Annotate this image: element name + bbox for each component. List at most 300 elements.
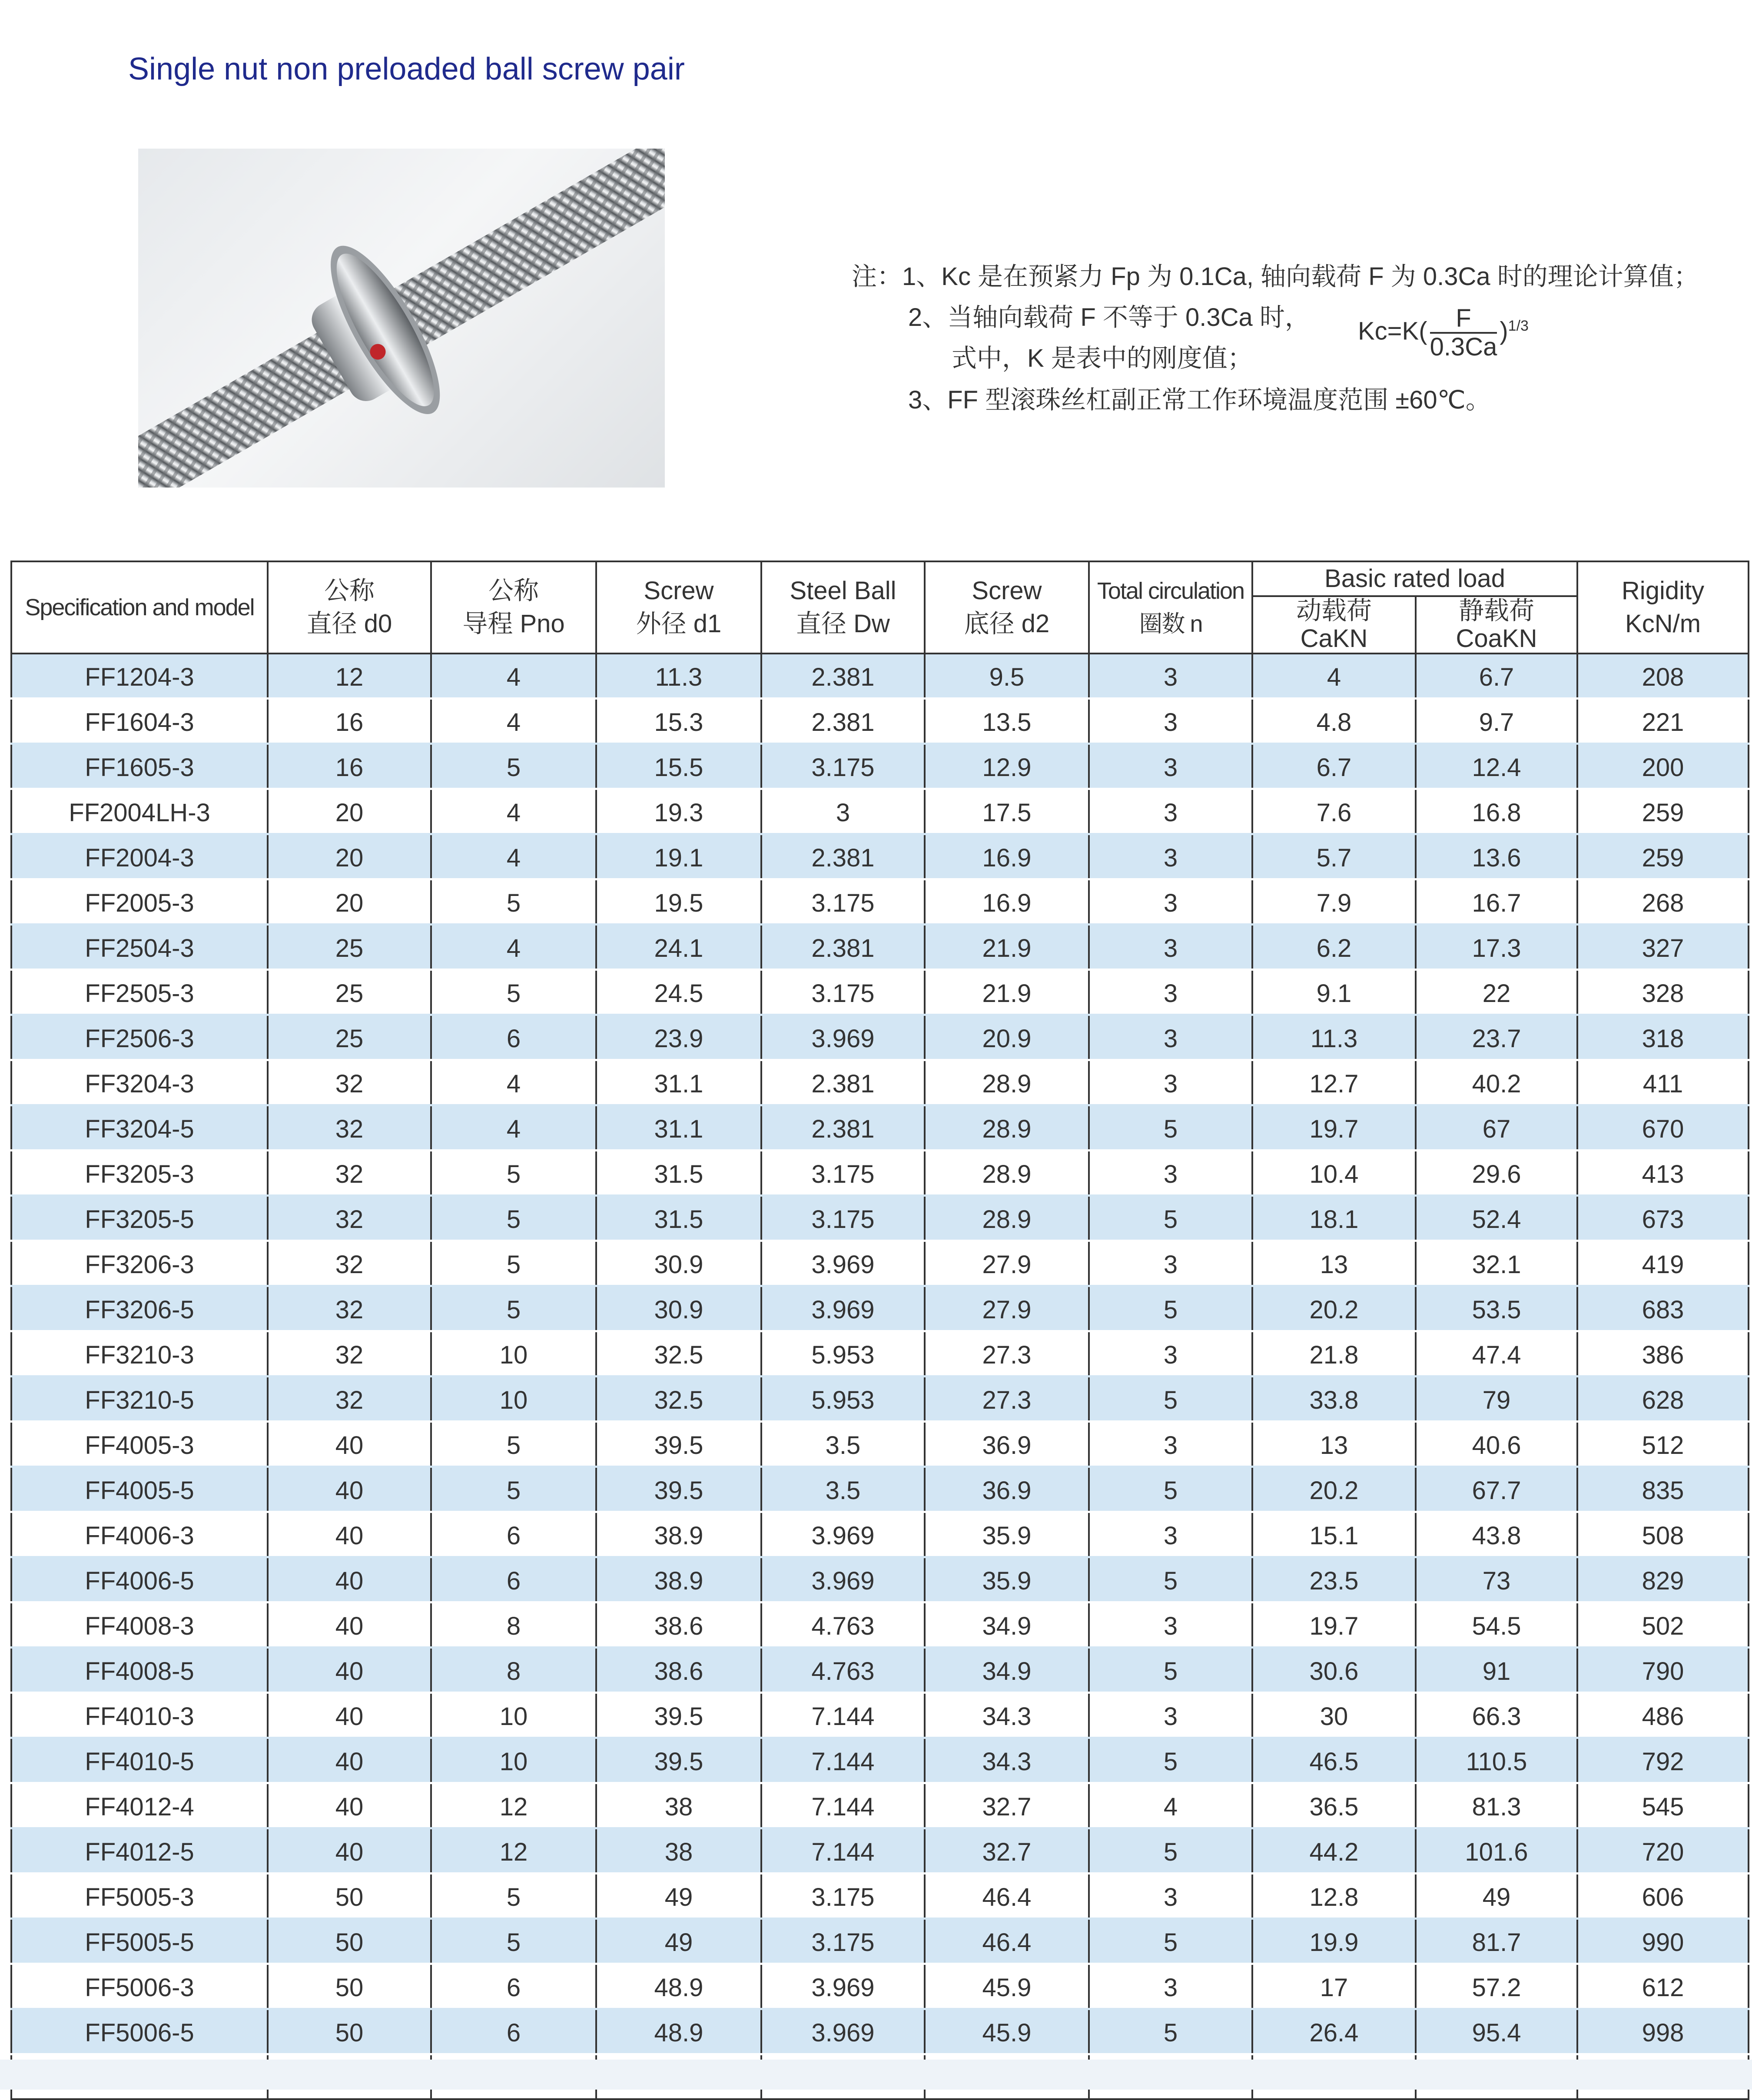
cell-n: 3 xyxy=(1089,744,1252,789)
cell-pno: 5 xyxy=(431,879,596,925)
cell-d1: 39.5 xyxy=(596,1422,761,1467)
cell-n: 5 xyxy=(1089,1557,1252,1602)
cell-d2: 27.9 xyxy=(925,1241,1089,1286)
header-rigidity: Rigidity KcN/m xyxy=(1577,561,1749,654)
cell-d0: 25 xyxy=(268,970,431,1015)
cell-rigidity: 612 xyxy=(1577,1964,1749,2009)
cell-coa: 22 xyxy=(1416,970,1577,1015)
cell-dw: 2.381 xyxy=(761,1105,925,1151)
cell-d0: 25 xyxy=(268,925,431,970)
cell-model: FF4012-5 xyxy=(11,1828,268,1874)
cell-dw: 4.763 xyxy=(761,1602,925,1648)
cell-rigidity: 419 xyxy=(1577,1241,1749,1286)
cell-model: FF2505-3 xyxy=(11,970,268,1015)
cell-rigidity: 200 xyxy=(1577,744,1749,789)
cell-d2: 28.9 xyxy=(925,1151,1089,1196)
cell-coa: 91 xyxy=(1416,1648,1577,1693)
cell-n: 5 xyxy=(1089,2009,1252,2054)
table-row xyxy=(11,789,1749,834)
cell-pno: 5 xyxy=(431,1196,596,1241)
cell-dw: 3.175 xyxy=(761,879,925,925)
cell-coa: 95.4 xyxy=(1416,2009,1577,2054)
cell-d0: 32 xyxy=(268,1105,431,1151)
cell-pno: 4 xyxy=(431,699,596,744)
cell-pno: 6 xyxy=(431,1557,596,1602)
cell-ca: 18.1 xyxy=(1252,1196,1416,1241)
header-d0: 公称 直径 d0 xyxy=(268,561,431,654)
cell-d1: 49 xyxy=(596,1919,761,1964)
cell-d0: 32 xyxy=(268,1331,431,1377)
cell-pno: 5 xyxy=(431,1286,596,1331)
cell-d2: 17.5 xyxy=(925,789,1089,834)
cell-n: 3 xyxy=(1089,1422,1252,1467)
cell-n: 5 xyxy=(1089,1377,1252,1422)
note-3: 3、FF 型滚珠丝杠副正常工作环境温度范围 ±60℃。 xyxy=(908,386,1491,414)
cell-model: FF3205-3 xyxy=(11,1151,268,1196)
cell-coa: 12.4 xyxy=(1416,744,1577,789)
cell-d2: 28.9 xyxy=(925,1060,1089,1105)
cell-pno: 5 xyxy=(431,1919,596,1964)
cell-model: FF5005-5 xyxy=(11,1919,268,1964)
cell-model: FF3204-5 xyxy=(11,1105,268,1151)
cell-n: 3 xyxy=(1089,1060,1252,1105)
cell-coa: 49 xyxy=(1416,1874,1577,1919)
cell-model: FF3210-5 xyxy=(11,1377,268,1422)
cell-dw: 3.969 xyxy=(761,1015,925,1060)
cell-rigidity: 792 xyxy=(1577,1738,1749,1783)
cell-d2: 27.9 xyxy=(925,1286,1089,1331)
table-row xyxy=(11,1196,1749,1241)
cell-ca: 11.3 xyxy=(1252,1015,1416,1060)
cell-d1: 30.9 xyxy=(596,1241,761,1286)
cell-d1: 15.3 xyxy=(596,699,761,744)
cell-coa: 43.8 xyxy=(1416,1512,1577,1557)
cell-d2: 28.9 xyxy=(925,1105,1089,1151)
cell-d1: 31.5 xyxy=(596,1151,761,1196)
cell-model: FF2004-3 xyxy=(11,834,268,879)
cell-ca: 20.2 xyxy=(1252,1286,1416,1331)
cell-ca: 19.7 xyxy=(1252,1105,1416,1151)
cell-d0: 40 xyxy=(268,1693,431,1738)
cell-model: FF2005-3 xyxy=(11,879,268,925)
table-row xyxy=(11,1693,1749,1738)
cell-d1: 38.6 xyxy=(596,1648,761,1693)
note-1: 注：1、Kc 是在预紧力 Fp 为 0.1Ca, 轴向载荷 F 为 0.3Ca 时的理论计算值； xyxy=(852,262,1699,291)
cell-n: 5 xyxy=(1089,1648,1252,1693)
cell-d1: 49 xyxy=(596,1874,761,1919)
cell-d0: 25 xyxy=(268,1015,431,1060)
cell-rigidity: 670 xyxy=(1577,1105,1749,1151)
cell-d1: 30.9 xyxy=(596,1286,761,1331)
cell-d0: 20 xyxy=(268,879,431,925)
cell-pno: 12 xyxy=(431,1828,596,1874)
cell-coa: 81.3 xyxy=(1416,1783,1577,1828)
cell-pno: 10 xyxy=(431,1331,596,1377)
formula-exponent: 1/3 xyxy=(1508,318,1529,334)
table-row xyxy=(11,1557,1749,1602)
table-row xyxy=(11,1060,1749,1105)
cell-model: FF5005-3 xyxy=(11,1874,268,1919)
cell-ca: 7.6 xyxy=(1252,789,1416,834)
cell-pno: 10 xyxy=(431,1738,596,1783)
table-row xyxy=(11,2009,1749,2054)
cell-dw: 7.144 xyxy=(761,1783,925,1828)
cell-rigidity: 720 xyxy=(1577,1828,1749,1874)
cell-dw: 3 xyxy=(761,789,925,834)
cell-rigidity: 318 xyxy=(1577,1015,1749,1060)
cell-d1: 39.5 xyxy=(596,1738,761,1783)
cell-d1: 39.5 xyxy=(596,1467,761,1512)
footer-band xyxy=(0,2060,1752,2090)
table-row xyxy=(11,654,1749,699)
cell-rigidity: 208 xyxy=(1577,654,1749,699)
cell-coa: 40.6 xyxy=(1416,1422,1577,1467)
cell-rigidity: 328 xyxy=(1577,970,1749,1015)
cell-coa: 110.5 xyxy=(1416,1738,1577,1783)
cell-d2: 46.4 xyxy=(925,1874,1089,1919)
cell-d2: 21.9 xyxy=(925,970,1089,1015)
page-title: Single nut non preloaded ball screw pair xyxy=(128,52,685,86)
cell-pno: 5 xyxy=(431,970,596,1015)
header-circulation: Total circulation 圈数 n xyxy=(1089,561,1252,654)
header-coa: 静载荷 CoaKN xyxy=(1416,596,1577,654)
cell-n: 3 xyxy=(1089,1964,1252,2009)
cell-model: FF3205-5 xyxy=(11,1196,268,1241)
cell-d1: 32.5 xyxy=(596,1377,761,1422)
cell-d1: 48.9 xyxy=(596,2009,761,2054)
cell-d2: 13.5 xyxy=(925,699,1089,744)
cell-dw: 3.969 xyxy=(761,1241,925,1286)
cell-d0: 50 xyxy=(268,1964,431,2009)
cell-d0: 16 xyxy=(268,744,431,789)
cell-d1: 24.1 xyxy=(596,925,761,970)
cell-coa: 73 xyxy=(1416,1557,1577,1602)
cell-d0: 40 xyxy=(268,1738,431,1783)
cell-pno: 4 xyxy=(431,925,596,970)
cell-d2: 45.9 xyxy=(925,1964,1089,2009)
cell-n: 3 xyxy=(1089,699,1252,744)
cell-coa: 9.7 xyxy=(1416,699,1577,744)
cell-dw: 7.144 xyxy=(761,1738,925,1783)
cell-pno: 8 xyxy=(431,1648,596,1693)
cell-d2: 16.9 xyxy=(925,834,1089,879)
cell-n: 3 xyxy=(1089,925,1252,970)
cell-coa: 16.8 xyxy=(1416,789,1577,834)
cell-coa: 6.7 xyxy=(1416,654,1577,699)
cell-ca: 5.7 xyxy=(1252,834,1416,879)
cell-d0: 40 xyxy=(268,1602,431,1648)
cell-dw: 3.5 xyxy=(761,1467,925,1512)
cell-ca: 33.8 xyxy=(1252,1377,1416,1422)
header-spec: Specification and model xyxy=(11,561,268,654)
table-row xyxy=(11,1874,1749,1919)
cell-dw: 3.969 xyxy=(761,1557,925,1602)
cell-d2: 34.3 xyxy=(925,1693,1089,1738)
cell-dw: 3.969 xyxy=(761,1286,925,1331)
table-row xyxy=(11,1648,1749,1693)
cell-n: 3 xyxy=(1089,879,1252,925)
cell-dw: 3.175 xyxy=(761,1874,925,1919)
cell-n: 3 xyxy=(1089,1151,1252,1196)
cell-model: FF1204-3 xyxy=(11,654,268,699)
cell-d2: 28.9 xyxy=(925,1196,1089,1241)
cell-d0: 20 xyxy=(268,789,431,834)
cell-coa: 40.2 xyxy=(1416,1060,1577,1105)
cell-d0: 12 xyxy=(268,654,431,699)
cell-d2: 34.9 xyxy=(925,1602,1089,1648)
header-pno: 公称 导程 Pno xyxy=(431,561,596,654)
cell-d2: 36.9 xyxy=(925,1467,1089,1512)
cell-coa: 66.3 xyxy=(1416,1693,1577,1738)
cell-d1: 19.1 xyxy=(596,834,761,879)
cell-d0: 32 xyxy=(268,1377,431,1422)
cell-rigidity: 259 xyxy=(1577,834,1749,879)
cell-model: FF1605-3 xyxy=(11,744,268,789)
cell-d2: 12.9 xyxy=(925,744,1089,789)
cell-dw: 2.381 xyxy=(761,699,925,744)
cell-coa: 47.4 xyxy=(1416,1331,1577,1377)
cell-ca: 10.4 xyxy=(1252,1151,1416,1196)
table-row xyxy=(11,1331,1749,1377)
header-dw: Steel Ball 直径 Dw xyxy=(761,561,925,654)
table-row xyxy=(11,1738,1749,1783)
cell-ca: 13 xyxy=(1252,1241,1416,1286)
cell-model: FF2506-3 xyxy=(11,1015,268,1060)
cell-d1: 31.1 xyxy=(596,1060,761,1105)
table-row xyxy=(11,1828,1749,1874)
cell-rigidity: 508 xyxy=(1577,1512,1749,1557)
cell-n: 3 xyxy=(1089,1693,1252,1738)
table-row xyxy=(11,879,1749,925)
cell-d0: 50 xyxy=(268,1919,431,1964)
cell-coa: 13.6 xyxy=(1416,834,1577,879)
cell-rigidity: 413 xyxy=(1577,1151,1749,1196)
cell-ca: 46.5 xyxy=(1252,1738,1416,1783)
spec-table-body xyxy=(11,654,1749,2099)
cell-dw: 5.953 xyxy=(761,1331,925,1377)
cell-d2: 20.9 xyxy=(925,1015,1089,1060)
table-row xyxy=(11,1919,1749,1964)
cell-model: FF4005-5 xyxy=(11,1467,268,1512)
cell-d1: 38.6 xyxy=(596,1602,761,1648)
cell-coa: 29.6 xyxy=(1416,1151,1577,1196)
cell-coa: 17.3 xyxy=(1416,925,1577,970)
cell-d1: 19.5 xyxy=(596,879,761,925)
cell-rigidity: 512 xyxy=(1577,1422,1749,1467)
ball-screw-illustration xyxy=(138,149,665,488)
cell-coa: 79 xyxy=(1416,1377,1577,1422)
cell-pno: 4 xyxy=(431,1060,596,1105)
cell-coa: 52.4 xyxy=(1416,1196,1577,1241)
cell-d0: 40 xyxy=(268,1557,431,1602)
cell-coa: 53.5 xyxy=(1416,1286,1577,1331)
cell-rigidity: 683 xyxy=(1577,1286,1749,1331)
cell-d1: 38.9 xyxy=(596,1557,761,1602)
cell-pno: 10 xyxy=(431,1693,596,1738)
cell-d0: 50 xyxy=(268,2009,431,2054)
cell-d0: 50 xyxy=(268,1874,431,1919)
cell-dw: 7.144 xyxy=(761,1828,925,1874)
cell-pno: 12 xyxy=(431,1783,596,1828)
table-row xyxy=(11,1241,1749,1286)
cell-ca: 23.5 xyxy=(1252,1557,1416,1602)
cell-d1: 32.5 xyxy=(596,1331,761,1377)
cell-n: 3 xyxy=(1089,970,1252,1015)
cell-d0: 20 xyxy=(268,834,431,879)
cell-ca: 21.8 xyxy=(1252,1331,1416,1377)
cell-model: FF4005-3 xyxy=(11,1422,268,1467)
ball-screw-photo xyxy=(138,149,665,488)
cell-n: 5 xyxy=(1089,1738,1252,1783)
table-row xyxy=(11,1602,1749,1648)
cell-d0: 32 xyxy=(268,1060,431,1105)
cell-coa: 57.2 xyxy=(1416,1964,1577,2009)
cell-pno: 5 xyxy=(431,1422,596,1467)
cell-model: FF3210-3 xyxy=(11,1331,268,1377)
cell-rigidity: 411 xyxy=(1577,1060,1749,1105)
cell-ca: 4.8 xyxy=(1252,699,1416,744)
cell-n: 3 xyxy=(1089,1602,1252,1648)
cell-d1: 11.3 xyxy=(596,654,761,699)
formula-lhs: Kc=K( xyxy=(1358,317,1427,345)
cell-d0: 40 xyxy=(268,1512,431,1557)
header-ca: 动载荷 CaKN xyxy=(1252,596,1416,654)
cell-n: 5 xyxy=(1089,1467,1252,1512)
cell-dw: 3.175 xyxy=(761,1196,925,1241)
cell-rigidity: 502 xyxy=(1577,1602,1749,1648)
cell-d0: 32 xyxy=(268,1151,431,1196)
table-row xyxy=(11,834,1749,879)
cell-model: FF5006-3 xyxy=(11,1964,268,2009)
table-row xyxy=(11,1015,1749,1060)
formula-numerator: F xyxy=(1430,305,1497,334)
note-2-continued: 式中，K 是表中的刚度值； xyxy=(952,344,1253,372)
cell-ca: 9.1 xyxy=(1252,970,1416,1015)
cell-n: 3 xyxy=(1089,789,1252,834)
cell-coa: 32.1 xyxy=(1416,1241,1577,1286)
cell-coa: 54.5 xyxy=(1416,1602,1577,1648)
cell-d0: 32 xyxy=(268,1196,431,1241)
cell-n: 3 xyxy=(1089,1512,1252,1557)
cell-d0: 40 xyxy=(268,1422,431,1467)
cell-model: FF3206-5 xyxy=(11,1286,268,1331)
cell-pno: 5 xyxy=(431,1874,596,1919)
cell-ca: 7.9 xyxy=(1252,879,1416,925)
cell-d1: 19.3 xyxy=(596,789,761,834)
note-2: 2、当轴向载荷 F 不等于 0.3Ca 时， xyxy=(908,303,1310,332)
cell-rigidity: 268 xyxy=(1577,879,1749,925)
cell-coa: 16.7 xyxy=(1416,879,1577,925)
cell-dw: 3.969 xyxy=(761,1964,925,2009)
cell-n: 3 xyxy=(1089,1241,1252,1286)
cell-pno: 6 xyxy=(431,1512,596,1557)
table-row xyxy=(11,1377,1749,1422)
header-d2: Screw 底径 d2 xyxy=(925,561,1089,654)
cell-ca: 44.2 xyxy=(1252,1828,1416,1874)
cell-pno: 5 xyxy=(431,1241,596,1286)
cell-d0: 32 xyxy=(268,1241,431,1286)
cell-dw: 2.381 xyxy=(761,654,925,699)
cell-rigidity: 790 xyxy=(1577,1648,1749,1693)
cell-model: FF4010-5 xyxy=(11,1738,268,1783)
cell-pno: 4 xyxy=(431,789,596,834)
cell-pno: 10 xyxy=(431,1377,596,1422)
table-row xyxy=(11,1512,1749,1557)
cell-dw: 2.381 xyxy=(761,834,925,879)
header-basic-load: Basic rated load xyxy=(1252,561,1577,596)
cell-model: FF2004LH-3 xyxy=(11,789,268,834)
cell-ca: 15.1 xyxy=(1252,1512,1416,1557)
table-row xyxy=(11,1964,1749,2009)
cell-pno: 4 xyxy=(431,834,596,879)
cell-n: 5 xyxy=(1089,1196,1252,1241)
cell-model: FF2504-3 xyxy=(11,925,268,970)
cell-d0: 40 xyxy=(268,1467,431,1512)
cell-n: 5 xyxy=(1089,1828,1252,1874)
cell-ca: 36.5 xyxy=(1252,1783,1416,1828)
stiffness-formula: Kc=K( $\frac{F}{0.3Ca}$ )$^{1/3}$ xyxy=(1358,304,1529,361)
cell-model: FF3206-3 xyxy=(11,1241,268,1286)
spec-table xyxy=(10,561,1749,2100)
cell-coa: 81.7 xyxy=(1416,1919,1577,1964)
cell-dw: 3.969 xyxy=(761,1512,925,1557)
table-row xyxy=(11,1151,1749,1196)
cell-pno: 5 xyxy=(431,1467,596,1512)
cell-pno: 4 xyxy=(431,1105,596,1151)
cell-rigidity: 486 xyxy=(1577,1693,1749,1738)
cell-ca: 13 xyxy=(1252,1422,1416,1467)
cell-dw: 3.175 xyxy=(761,744,925,789)
cell-model: FF1604-3 xyxy=(11,699,268,744)
cell-ca: 19.7 xyxy=(1252,1602,1416,1648)
cell-n: 3 xyxy=(1089,1874,1252,1919)
cell-ca: 17 xyxy=(1252,1964,1416,2009)
cell-n: 5 xyxy=(1089,1105,1252,1151)
cell-rigidity: 990 xyxy=(1577,1919,1749,1964)
cell-d1: 31.1 xyxy=(596,1105,761,1151)
cell-n: 5 xyxy=(1089,1919,1252,1964)
cell-pno: 6 xyxy=(431,1015,596,1060)
cell-ca: 19.9 xyxy=(1252,1919,1416,1964)
cell-d1: 38.9 xyxy=(596,1512,761,1557)
cell-d2: 34.9 xyxy=(925,1648,1089,1693)
table-row xyxy=(11,1422,1749,1467)
cell-d2: 27.3 xyxy=(925,1331,1089,1377)
cell-d1: 38 xyxy=(596,1828,761,1874)
cell-ca: 4 xyxy=(1252,654,1416,699)
cell-coa: 101.6 xyxy=(1416,1828,1577,1874)
cell-rigidity: 829 xyxy=(1577,1557,1749,1602)
cell-d2: 34.3 xyxy=(925,1738,1089,1783)
cell-dw: 7.144 xyxy=(761,1693,925,1738)
cell-d2: 35.9 xyxy=(925,1512,1089,1557)
cell-pno: 5 xyxy=(431,744,596,789)
cell-ca: 20.2 xyxy=(1252,1467,1416,1512)
cell-dw: 3.175 xyxy=(761,1919,925,1964)
cell-d2: 36.9 xyxy=(925,1422,1089,1467)
cell-model: FF4012-4 xyxy=(11,1783,268,1828)
cell-d2: 46.4 xyxy=(925,1919,1089,1964)
cell-d0: 32 xyxy=(268,1286,431,1331)
cell-dw: 4.763 xyxy=(761,1648,925,1693)
cell-ca: 12.7 xyxy=(1252,1060,1416,1105)
cell-d1: 48.9 xyxy=(596,1964,761,2009)
cell-pno: 8 xyxy=(431,1602,596,1648)
table-row xyxy=(11,925,1749,970)
cell-dw: 2.381 xyxy=(761,925,925,970)
cell-ca: 6.2 xyxy=(1252,925,1416,970)
cell-model: FF3204-3 xyxy=(11,1060,268,1105)
